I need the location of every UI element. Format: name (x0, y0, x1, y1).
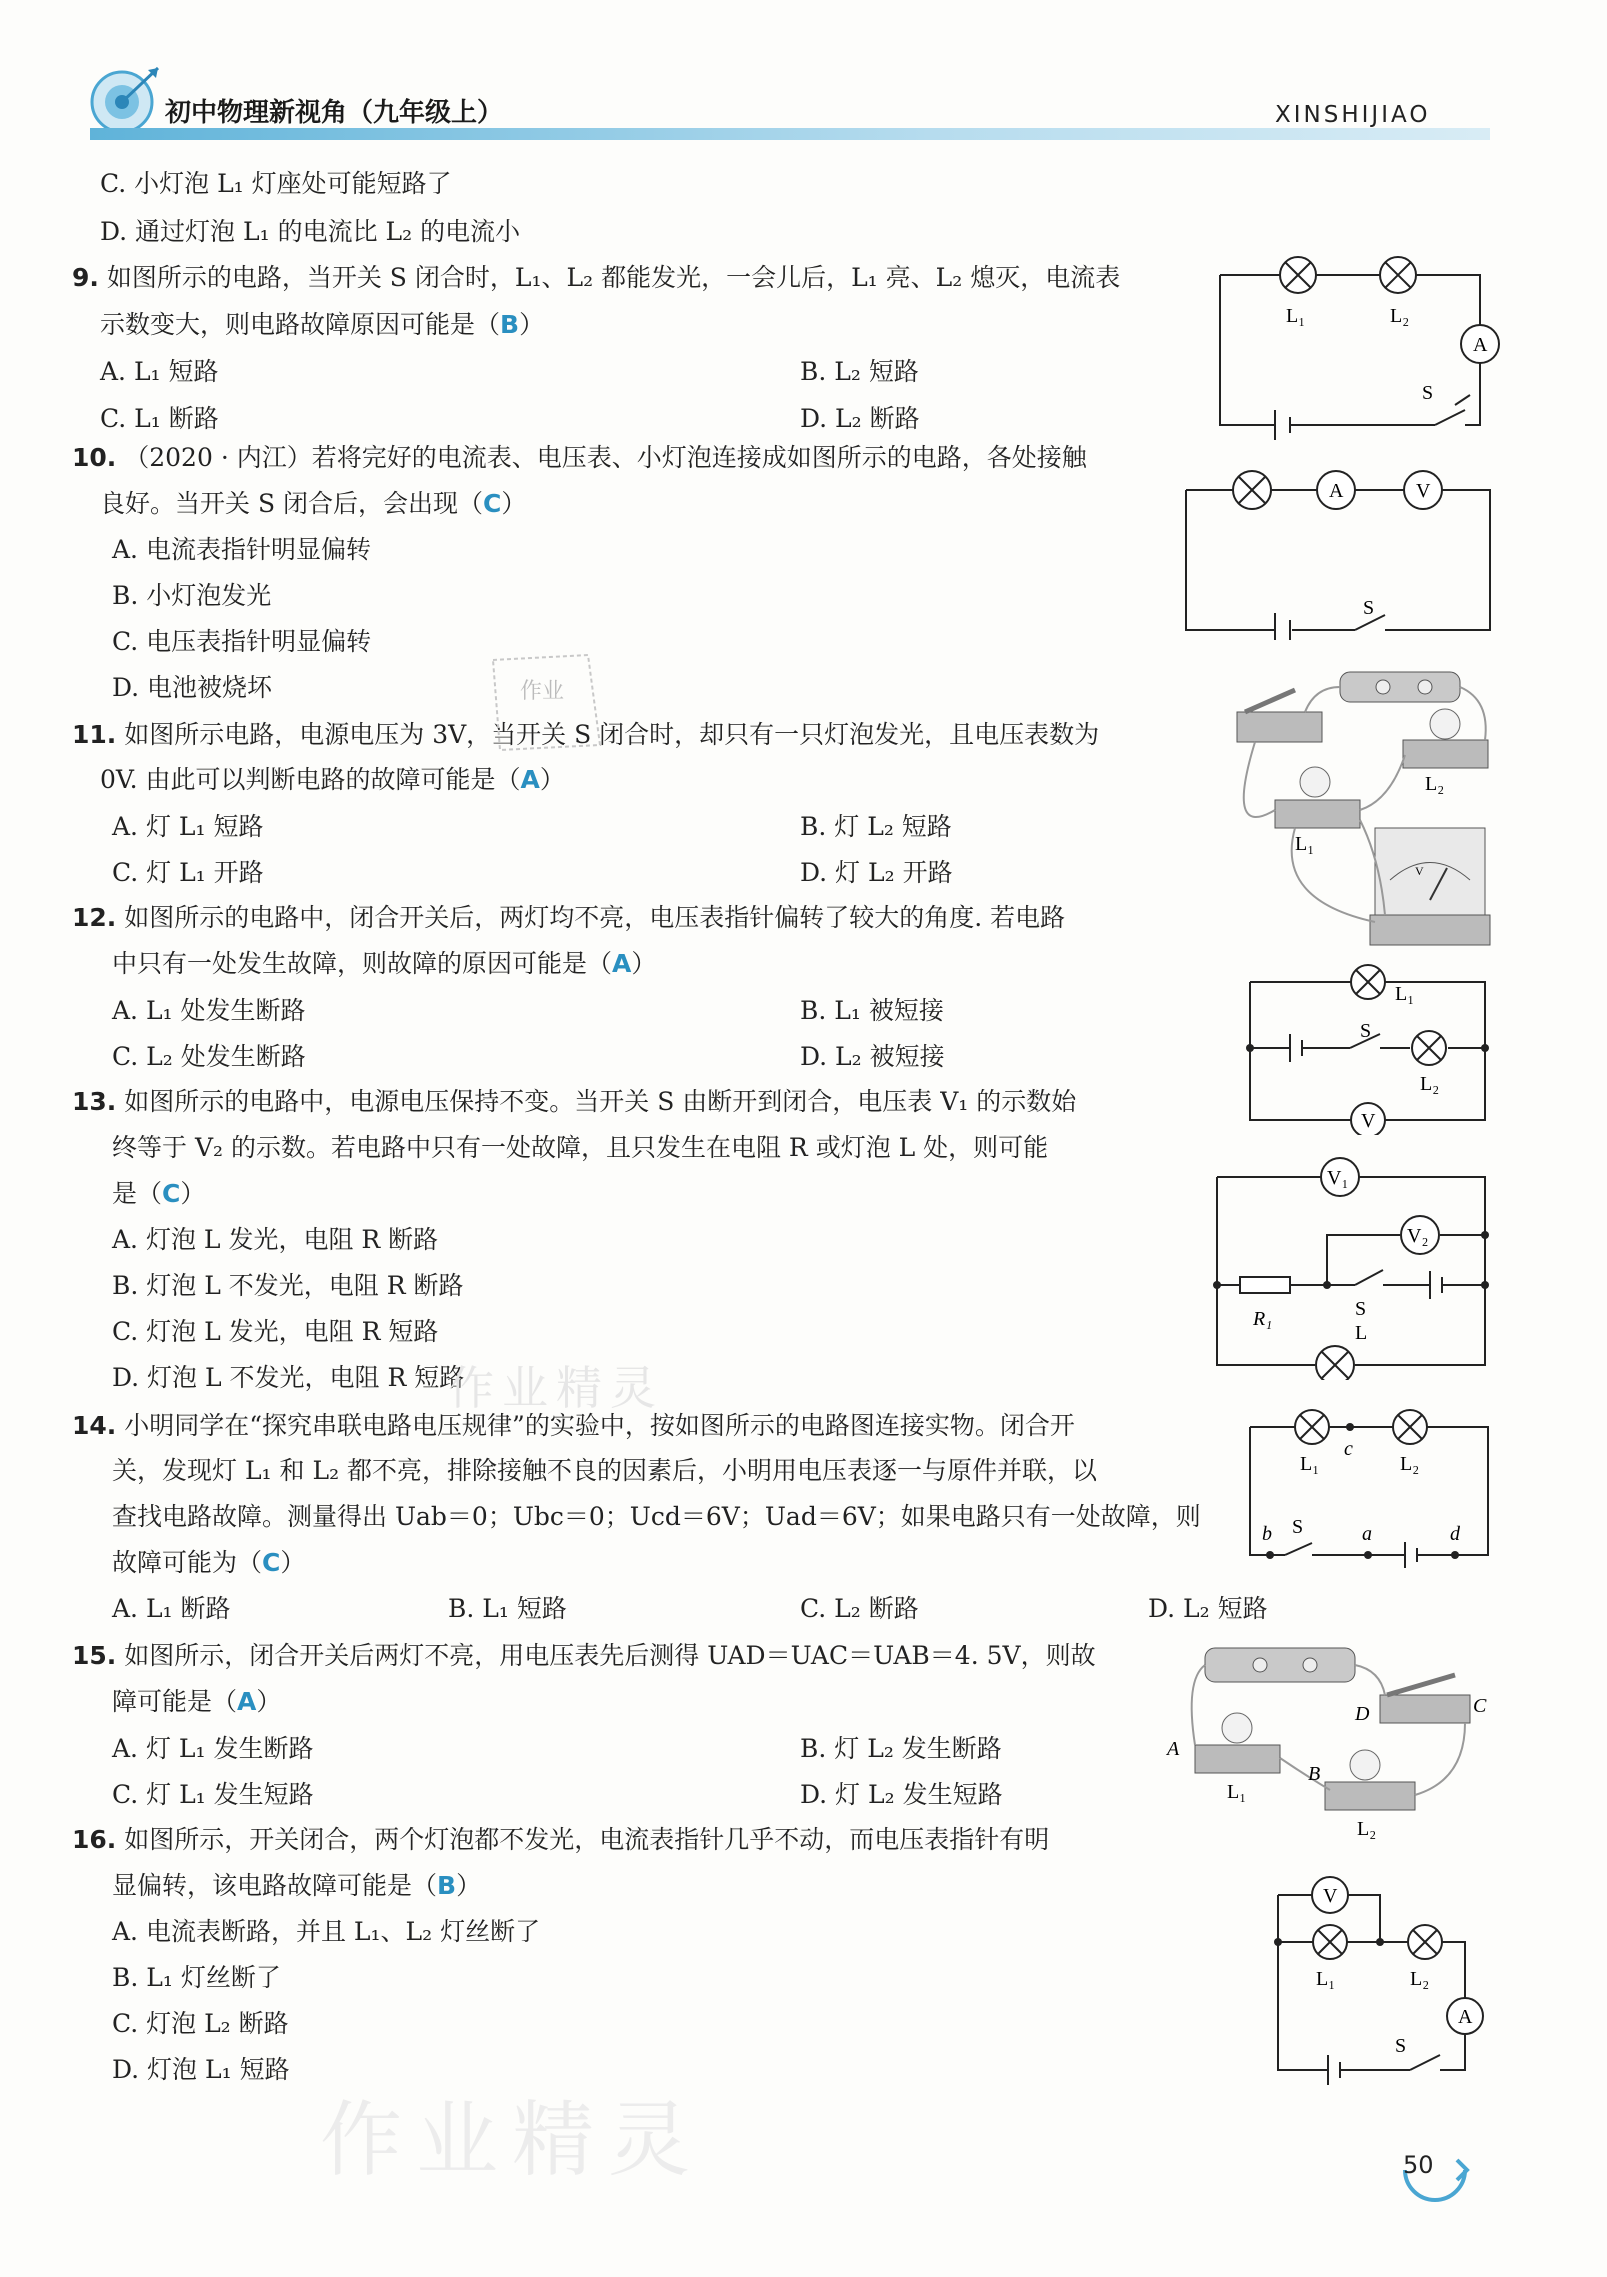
bracket: ） (456, 1871, 482, 1900)
label-S: S (1355, 1298, 1367, 1320)
option-d: D. L₂ 断路 (800, 404, 920, 433)
option-d: D. 灯泡 L₁ 短路 (112, 2055, 290, 2084)
question-number: 16. (72, 1825, 117, 1854)
stamp-icon (488, 650, 608, 760)
label-V: V (1415, 864, 1424, 878)
junction-dot (1481, 1231, 1489, 1239)
question-text: 是（ (112, 1179, 163, 1208)
label-L2: L₂ (1410, 1968, 1430, 1990)
answer: B (500, 310, 520, 339)
lamp-icon (1316, 1346, 1354, 1380)
question-9-line2 (100, 309, 544, 341)
question-14-line3: 查找电路故障。测量得出 Uab＝0；Ubc＝0；Ucd＝6V；Uad＝6V；如果电路只有一处故障，则 (112, 1502, 1201, 1531)
answer: A (520, 765, 540, 794)
option-b: B. L₂ 短路 (800, 357, 919, 386)
label-d: d (1450, 1523, 1460, 1545)
question-number: 9. (72, 263, 99, 292)
question-15-line2 (112, 1686, 281, 1718)
junction-dot (1481, 1044, 1489, 1052)
apparatus-figure-q15 (1165, 1640, 1495, 1845)
label-L1: L₁ (1300, 1453, 1320, 1475)
option-b: B. 小灯泡发光 (112, 581, 272, 610)
junction-dot (1323, 1281, 1331, 1289)
circuit-figure-q9 (1210, 255, 1500, 445)
option-d: D. 灯 L₂ 发生短路 (800, 1780, 1003, 1809)
question-12 (72, 902, 1065, 934)
watermark-mid: 作业精灵 (448, 1361, 664, 1415)
option-a: A. 灯 L₁ 短路 (112, 812, 264, 841)
question-text: 良好。当开关 S 闭合后，会出现（ (100, 489, 484, 518)
question-11-line2 (100, 764, 565, 796)
option-d: D. 电池被烧坏 (112, 673, 273, 702)
option-a: A. 灯 L₁ 发生断路 (112, 1734, 314, 1763)
lamp-icon (1380, 257, 1416, 293)
bracket: ） (539, 765, 565, 794)
answer: C (262, 1548, 281, 1577)
bracket: ） (501, 489, 527, 518)
option-d: D. 灯 L₂ 开路 (800, 858, 953, 887)
question-text: 示数变大，则电路故障原因可能是（ (100, 310, 501, 339)
option-c: C. 灯 L₁ 发生短路 (112, 1780, 314, 1809)
label-L1: L₁ (1227, 1781, 1247, 1803)
option-d-prev: D. 通过灯泡 L₁ 的电流比 L₂ 的电流小 (100, 217, 521, 246)
answer: A (237, 1687, 257, 1716)
lamp-icon (1233, 471, 1271, 509)
bracket: ） (280, 1548, 306, 1577)
bracket: ） (631, 949, 657, 978)
circuit-figure-q12 (1240, 960, 1495, 1135)
label-L2: L₂ (1400, 1453, 1420, 1475)
label-c: c (1344, 1438, 1353, 1460)
answer: A (612, 949, 632, 978)
question-text: 故障可能为（ (112, 1548, 263, 1577)
label-V: V (1323, 1885, 1338, 1907)
question-12-line2 (112, 948, 656, 980)
label-L1: L₁ (1286, 305, 1306, 327)
label-L2: L₂ (1357, 1818, 1377, 1840)
header-bar (90, 128, 1490, 140)
question-10-line2 (100, 488, 526, 520)
bracket: ） (256, 1687, 282, 1716)
option-d: D. L₂ 被短接 (800, 1042, 945, 1071)
option-c: C. 电压表指针明显偏转 (112, 627, 372, 656)
question-text: 障可能是（ (112, 1687, 238, 1716)
label-S: S (1292, 1516, 1304, 1538)
junction-dot (1481, 1281, 1489, 1289)
junction-dot (1274, 1938, 1282, 1946)
option-b: B. 灯 L₂ 发生断路 (800, 1734, 1002, 1763)
answer: C (162, 1179, 181, 1208)
question-number: 13. (72, 1087, 117, 1116)
lamp-icon (1351, 965, 1385, 999)
option-a: A. 电流表指针明显偏转 (112, 535, 371, 564)
junction-dot (1213, 1281, 1221, 1289)
answer: B (437, 1871, 457, 1900)
option-c: C. 灯泡 L 发光，电阻 R 短路 (112, 1317, 439, 1346)
option-a: A. L₁ 处发生断路 (112, 996, 306, 1025)
option-a: A. L₁ 断路 (112, 1594, 231, 1623)
question-text: 小明同学在“探究串联电路电压规律”的实验中，按如图所示的电路图连接实物。闭合开 (124, 1411, 1075, 1440)
question-text: 显偏转，该电路故障可能是（ (112, 1871, 438, 1900)
option-b: B. L₁ 被短接 (800, 996, 944, 1025)
stamp-text: 作业 (520, 679, 565, 704)
option-b: B. 灯 L₂ 短路 (800, 812, 952, 841)
label-V: V (1361, 1110, 1376, 1132)
question-9 (72, 262, 1120, 294)
question-14-line4 (112, 1547, 305, 1579)
option-a: A. 电流表断路，并且 L₁、L₂ 灯丝断了 (112, 1917, 541, 1946)
option-b: B. L₁ 短路 (448, 1594, 567, 1623)
page-number: 50 (1403, 2151, 1434, 2179)
label-V1: V₁ (1327, 1167, 1349, 1189)
label-a: a (1362, 1523, 1372, 1545)
label-S: S (1363, 597, 1375, 619)
question-number: 11. (72, 720, 117, 749)
question-16-line2 (112, 1870, 481, 1902)
junction-d (1451, 1551, 1459, 1559)
junction-b (1266, 1551, 1274, 1559)
label-L2: L₂ (1390, 305, 1410, 327)
bracket: ） (519, 310, 545, 339)
label-C: C (1473, 1695, 1487, 1717)
lamp-icon (1408, 1925, 1442, 1959)
junction-a (1364, 1551, 1372, 1559)
label-S: S (1360, 1020, 1372, 1042)
book-title: 初中物理新视角（九年级上） (165, 98, 504, 128)
question-16 (72, 1824, 1049, 1856)
label-A: A (1329, 480, 1344, 502)
question-13-line2: 终等于 V₂ 的示数。若电路中只有一处故障，且只发生在电阻 R 或灯泡 L 处，则可能 (112, 1133, 1049, 1162)
option-d: D. 灯泡 L 不发光，电阻 R 短路 (112, 1363, 465, 1392)
option-a: A. 灯泡 L 发光，电阻 R 断路 (112, 1225, 439, 1254)
option-a: A. L₁ 短路 (100, 357, 219, 386)
label-A: A (1458, 2006, 1473, 2028)
label-L2: L₂ (1420, 1073, 1440, 1095)
label-b: b (1262, 1523, 1272, 1545)
label-L1: L₁ (1395, 983, 1415, 1005)
question-text: 如图所示的电路中，闭合开关后，两灯均不亮，电压表指针偏转了较大的角度. 若电路 (124, 903, 1066, 932)
label-S: S (1422, 382, 1434, 404)
question-13-line3 (112, 1178, 205, 1210)
lamp-icon (1295, 1410, 1329, 1444)
option-b: B. 灯泡 L 不发光，电阻 R 断路 (112, 1271, 464, 1300)
question-text: （2020 · 内江）若将完好的电流表、电压表、小灯泡连接成如图所示的电路，各处接触 (124, 443, 1087, 472)
circuit-figure-q14 (1240, 1405, 1500, 1570)
brand-text: XINSHIJIAO (1275, 102, 1431, 128)
watermark: 作业精灵 (320, 2093, 705, 2188)
question-text: 如图所示，开关闭合，两个灯泡都不发光，电流表指针几乎不动，而电压表指针有明 (124, 1825, 1050, 1854)
label-L1: L₁ (1295, 833, 1315, 855)
label-L: L (1355, 1322, 1368, 1344)
label-D: D (1355, 1703, 1370, 1725)
question-13 (72, 1086, 1076, 1118)
option-c: C. 灯 L₁ 开路 (112, 858, 264, 887)
question-text: 如图所示的电路中，电源电压保持不变。当开关 S 由断开到闭合，电压表 V₁ 的示数始 (124, 1087, 1077, 1116)
junction-dot (1246, 1044, 1254, 1052)
option-c: C. L₂ 断路 (800, 1594, 919, 1623)
option-c-prev: C. 小灯泡 L₁ 灯座处可能短路了 (100, 169, 452, 198)
question-15 (72, 1640, 1096, 1672)
lamp-icon (1393, 1410, 1427, 1444)
question-number: 10. (72, 443, 117, 472)
label-A: A (1167, 1738, 1180, 1760)
option-c: C. 灯泡 L₂ 断路 (112, 2009, 289, 2038)
label-B: B (1308, 1763, 1321, 1785)
question-text: 如图所示，闭合开关后两灯不亮，用电压表先后测得 UAD＝UAC＝UAB＝4. 5V，则故 (124, 1641, 1096, 1670)
question-number: 14. (72, 1411, 117, 1440)
question-number: 15. (72, 1641, 117, 1670)
question-text: 中只有一处发生故障，则故障的原因可能是（ (112, 949, 613, 978)
option-c: C. L₂ 处发生断路 (112, 1042, 306, 1071)
option-c: C. L₁ 断路 (100, 404, 219, 433)
label-V2: V₂ (1407, 1225, 1429, 1247)
bracket: ） (180, 1179, 206, 1208)
lamp-icon (1313, 1925, 1347, 1959)
answer: C (483, 489, 502, 518)
question-text: 0V. 由此可以判断电路的故障可能是（ (100, 765, 521, 794)
question-number: 12. (72, 903, 117, 932)
lamp-icon (1280, 257, 1316, 293)
label-S: S (1395, 2035, 1407, 2057)
question-text: 如图所示电路，电源电压为 3V，当开关 S 闭合时，却只有一只灯泡发光，且电压表数为 (124, 720, 1100, 749)
question-text: 如图所示的电路，当开关 S 闭合时，L₁、L₂ 都能发光，一会儿后，L₁ 亮、L₂ 熄灭，电流表 (106, 263, 1121, 292)
option-b: B. L₁ 灯丝断了 (112, 1963, 281, 1992)
label-R1: R₁ (1253, 1308, 1273, 1330)
label-V: V (1416, 480, 1431, 502)
lamp-icon (1412, 1031, 1446, 1065)
circuit-figure-q13 (1205, 1155, 1500, 1380)
question-14-line2: 关，发现灯 L₁ 和 L₂ 都不亮，排除接触不良的因素后，小明用电压表逐一与原件并联，以 (112, 1456, 1098, 1485)
circuit-figure-q10 (1180, 460, 1500, 640)
junction-dot (1376, 1938, 1384, 1946)
junction-c (1346, 1423, 1354, 1431)
label-L2: L₂ (1425, 773, 1445, 795)
circuit-figure-q16 (1260, 1870, 1490, 2085)
label-L1: L₁ (1316, 1968, 1336, 1990)
question-10 (72, 442, 1087, 474)
apparatus-figure-q11 (1215, 660, 1505, 960)
label-A: A (1473, 334, 1488, 356)
option-d: D. L₂ 短路 (1148, 1594, 1268, 1623)
